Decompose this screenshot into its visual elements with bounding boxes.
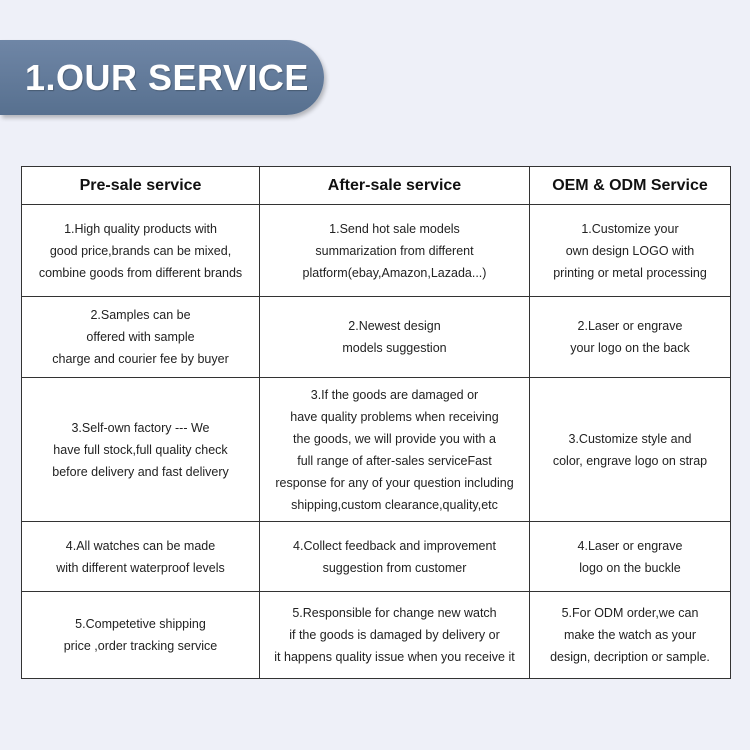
cell-text-line: good price,brands can be mixed, <box>49 243 232 258</box>
page-title: 1.OUR SERVICE <box>25 56 309 98</box>
cell-text-line: summarization from different <box>315 243 474 258</box>
table-row <box>22 522 731 592</box>
table-cell-after-sale <box>260 522 530 592</box>
table-cell-oem-odm <box>530 297 731 378</box>
cell-text-line: before delivery and fast delivery <box>52 464 229 479</box>
cell-text-line: 2.Samples can be <box>90 308 191 322</box>
table-cell-after-sale <box>260 592 530 679</box>
cell-text-line: 1.High quality products with <box>64 221 217 236</box>
column-header-after-sale: After-sale service <box>260 167 530 205</box>
cell-text-line: charge and courier fee by buyer <box>52 352 229 366</box>
cell-text-line: 2.Laser or engrave <box>577 319 683 333</box>
column-header-pre-sale: Pre-sale service <box>22 167 260 205</box>
table-cell-oem-odm <box>530 378 731 522</box>
cell-text-line: price ,order tracking service <box>63 639 218 653</box>
cell-text-line: shipping,custom clearance,quality,etc <box>291 497 498 512</box>
cell-text-line: platform(ebay,Amazon,Lazada...) <box>302 265 487 280</box>
cell-text-line: 3.Self-own factory --- We <box>71 420 210 435</box>
cell-text-line: have quality problems when receiving <box>290 409 499 424</box>
table-cell-pre-sale <box>22 522 260 592</box>
table-cell-pre-sale <box>22 592 260 679</box>
table-cell-oem-odm <box>530 522 731 592</box>
cell-text-line: 3.Customize style and <box>568 431 692 446</box>
column-header-oem-odm: OEM & ODM Service <box>530 167 731 205</box>
section-banner <box>0 40 324 115</box>
cell-text-line: models suggestion <box>342 341 447 355</box>
cell-text-line: the goods, we will provide you with a <box>293 431 496 446</box>
table-row <box>22 378 731 522</box>
cell-text-line: 1.Send hot sale models <box>329 221 460 236</box>
table-cell-after-sale <box>260 378 530 522</box>
cell-text-line: own design LOGO with <box>565 243 695 258</box>
table-cell-pre-sale <box>22 378 260 522</box>
cell-text-line: 3.If the goods are damaged or <box>310 387 479 402</box>
table-row <box>22 205 731 297</box>
cell-text-line: logo on the buckle <box>579 560 681 575</box>
table-cell-oem-odm <box>530 592 731 679</box>
cell-text-line: 5.Responsible for change new watch <box>292 606 497 620</box>
cell-text-line: 5.For ODM order,we can <box>561 606 699 620</box>
table-cell-pre-sale <box>22 205 260 297</box>
cell-text-line: make the watch as your <box>563 628 696 642</box>
table-cell-after-sale <box>260 205 530 297</box>
cell-text-line: offered with sample <box>86 330 195 344</box>
cell-text-line: it happens quality issue when you receive it <box>274 650 515 664</box>
table-cell-after-sale <box>260 297 530 378</box>
cell-text-line: 4.Collect feedback and improvement <box>293 538 496 553</box>
cell-text-line: design, decription or sample. <box>550 650 710 664</box>
cell-text-line: full range of after-sales serviceFast <box>297 453 492 468</box>
cell-text-line: with different waterproof levels <box>56 560 225 575</box>
table-row <box>22 297 731 378</box>
cell-text-line: printing or metal processing <box>553 265 707 280</box>
cell-text-line: combine goods from different brands <box>38 265 243 280</box>
cell-text-line: have full stock,full quality check <box>53 442 228 457</box>
cell-text-line: 4.Laser or engrave <box>577 538 683 553</box>
cell-text-line: if the goods is damaged by delivery or <box>289 628 500 642</box>
cell-text-line: 2.Newest design <box>348 319 441 333</box>
cell-text-line: 5.Competetive shipping <box>75 617 206 631</box>
cell-text-line: suggestion from customer <box>322 560 467 575</box>
cell-text-line: 1.Customize your <box>581 221 679 236</box>
table-header-row <box>22 167 731 205</box>
cell-text-line: response for any of your question including <box>275 475 514 490</box>
table-row <box>22 592 731 679</box>
cell-text-line: 4.All watches can be made <box>65 538 216 553</box>
table-cell-pre-sale <box>22 297 260 378</box>
table-cell-oem-odm <box>530 205 731 297</box>
service-table <box>21 166 731 679</box>
cell-text-line: your logo on the back <box>570 341 690 355</box>
cell-text-line: color, engrave logo on strap <box>552 453 708 468</box>
